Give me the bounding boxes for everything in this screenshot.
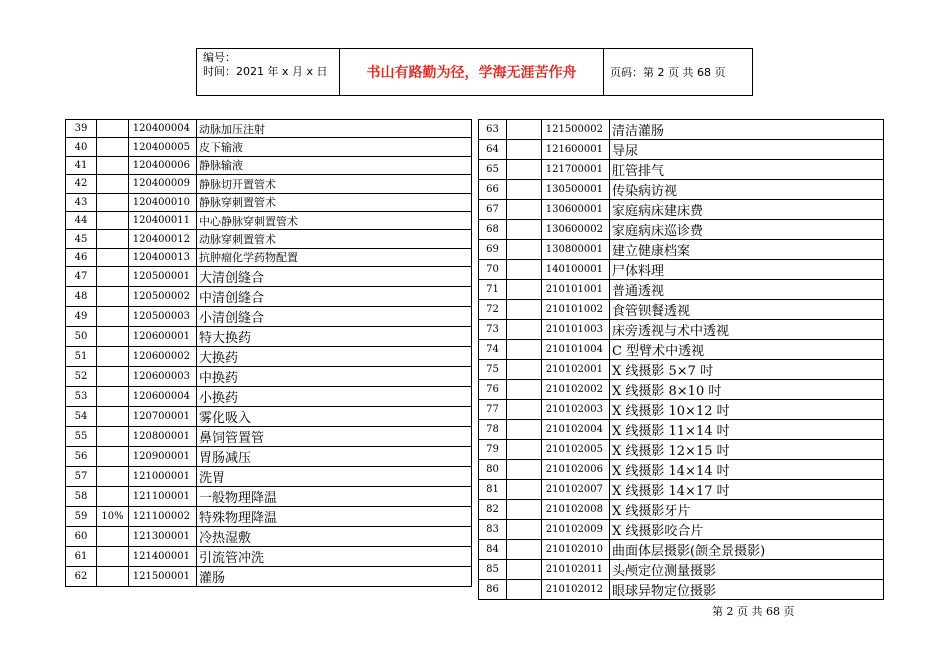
table-row	[66, 507, 472, 527]
row-item-name: 特殊物理降温	[197, 507, 472, 527]
row-percentage	[507, 200, 542, 220]
row-number: 81	[479, 480, 507, 500]
row-percentage	[97, 193, 129, 211]
row-percentage	[507, 160, 542, 180]
row-item-name: X 线摄影牙片	[610, 500, 884, 520]
row-item-code: 121100002	[129, 507, 197, 527]
row-item-code: 210102001	[542, 360, 610, 380]
row-item-name: 肛管排气	[610, 160, 884, 180]
row-item-name: 小换药	[197, 387, 472, 407]
table-row	[479, 140, 884, 160]
row-number: 54	[66, 407, 97, 427]
table-row	[479, 520, 884, 540]
row-item-name: 特大换药	[197, 327, 472, 347]
row-item-name: 小清创缝合	[197, 307, 472, 327]
row-item-code: 210102002	[542, 380, 610, 400]
row-percentage	[97, 327, 129, 347]
table-row	[479, 280, 884, 300]
row-number: 70	[479, 260, 507, 280]
row-number: 48	[66, 287, 97, 307]
row-item-code: 210102003	[542, 400, 610, 420]
table-row	[66, 287, 472, 307]
table-row	[479, 240, 884, 260]
row-item-name: 家庭病床巡诊费	[610, 220, 884, 240]
row-number: 43	[66, 193, 97, 211]
row-number: 82	[479, 500, 507, 520]
row-percentage	[507, 220, 542, 240]
row-percentage	[507, 520, 542, 540]
row-item-name: 中心静脉穿刺置管术	[197, 211, 472, 229]
row-percentage	[507, 460, 542, 480]
row-percentage	[97, 467, 129, 487]
row-item-name: 普通透视	[610, 280, 884, 300]
row-item-code: 130600002	[542, 220, 610, 240]
row-number: 74	[479, 340, 507, 360]
row-item-name: 鼻饲管置管	[197, 427, 472, 447]
row-percentage	[97, 211, 129, 229]
row-item-code: 120600001	[129, 327, 197, 347]
page-footer: 第 2 页 共 68 页	[712, 605, 795, 618]
row-percentage	[97, 230, 129, 248]
row-percentage	[97, 248, 129, 266]
fee-table-left	[65, 119, 472, 587]
row-item-code: 120500001	[129, 267, 197, 287]
row-item-code: 120400010	[129, 193, 197, 211]
row-number: 73	[479, 320, 507, 340]
table-row	[66, 487, 472, 507]
row-item-code: 120800001	[129, 427, 197, 447]
date-label: 时间：2021 年 x 月 x 日	[203, 65, 328, 78]
row-item-code: 210102006	[542, 460, 610, 480]
row-number: 84	[479, 540, 507, 560]
row-item-code: 120400006	[129, 156, 197, 174]
row-percentage	[97, 156, 129, 174]
row-item-code: 130800001	[542, 240, 610, 260]
table-row	[479, 120, 884, 140]
row-item-code: 210101002	[542, 300, 610, 320]
row-number: 51	[66, 347, 97, 367]
row-number: 77	[479, 400, 507, 420]
row-percentage	[97, 267, 129, 287]
row-number: 68	[479, 220, 507, 240]
row-item-code: 140100001	[542, 260, 610, 280]
table-row	[479, 360, 884, 380]
row-item-code: 120600002	[129, 347, 197, 367]
row-item-name: 一般物理降温	[197, 487, 472, 507]
row-item-code: 121000001	[129, 467, 197, 487]
row-item-name: X 线摄影 8×10 吋	[610, 380, 884, 400]
row-item-code: 120400009	[129, 175, 197, 193]
table-row	[479, 300, 884, 320]
row-item-code: 130600001	[542, 200, 610, 220]
row-percentage	[97, 407, 129, 427]
row-number: 41	[66, 156, 97, 174]
row-item-code: 210101003	[542, 320, 610, 340]
row-number: 50	[66, 327, 97, 347]
table-row	[66, 193, 472, 211]
table-row	[479, 500, 884, 520]
table-row	[66, 467, 472, 487]
row-item-name: 中清创缝合	[197, 287, 472, 307]
row-percentage	[507, 560, 542, 580]
row-item-code: 120700001	[129, 407, 197, 427]
row-item-code: 121500001	[129, 567, 197, 587]
row-item-name: 眼球异物定位摄影	[610, 580, 884, 600]
row-number: 65	[479, 160, 507, 180]
row-number: 78	[479, 420, 507, 440]
row-number: 71	[479, 280, 507, 300]
table-row	[66, 327, 472, 347]
row-item-name: 建立健康档案	[610, 240, 884, 260]
header-motto: 书山有路勤为径，学海无涯苦作舟	[340, 49, 604, 95]
row-number: 66	[479, 180, 507, 200]
row-percentage	[507, 580, 542, 600]
row-item-name: 雾化吸入	[197, 407, 472, 427]
row-number: 62	[66, 567, 97, 587]
row-percentage	[507, 180, 542, 200]
table-row	[479, 400, 884, 420]
row-percentage	[507, 340, 542, 360]
row-percentage	[97, 347, 129, 367]
row-item-name: 静脉输液	[197, 156, 472, 174]
row-item-code: 121400001	[129, 547, 197, 567]
row-item-name: 洗胃	[197, 467, 472, 487]
row-number: 55	[66, 427, 97, 447]
row-percentage	[507, 380, 542, 400]
row-item-name: X 线摄影 10×12 吋	[610, 400, 884, 420]
row-percentage	[507, 480, 542, 500]
row-number: 61	[66, 547, 97, 567]
table-row	[479, 540, 884, 560]
table-row	[479, 420, 884, 440]
row-item-code: 210102011	[542, 560, 610, 580]
row-item-code: 210102007	[542, 480, 610, 500]
row-number: 59	[66, 507, 97, 527]
row-percentage	[507, 440, 542, 460]
row-item-name: 抗肿瘤化学药物配置	[197, 248, 472, 266]
row-item-code: 121600001	[542, 140, 610, 160]
row-item-name: 床旁透视与术中透视	[610, 320, 884, 340]
row-number: 44	[66, 211, 97, 229]
table-row	[479, 460, 884, 480]
row-percentage	[507, 360, 542, 380]
table-row	[66, 138, 472, 156]
row-percentage	[507, 240, 542, 260]
row-item-name: X 线摄影 11×14 吋	[610, 420, 884, 440]
row-item-name: 传染病访视	[610, 180, 884, 200]
row-item-name: 家庭病床建床费	[610, 200, 884, 220]
row-item-code: 121300001	[129, 527, 197, 547]
row-item-code: 120900001	[129, 447, 197, 467]
row-number: 53	[66, 387, 97, 407]
row-number: 39	[66, 120, 97, 138]
row-item-name: 中换药	[197, 367, 472, 387]
table-row	[66, 230, 472, 248]
row-item-code: 210102010	[542, 540, 610, 560]
table-row	[479, 480, 884, 500]
row-item-code: 120400012	[129, 230, 197, 248]
row-number: 64	[479, 140, 507, 160]
table-row	[66, 567, 472, 587]
row-percentage	[507, 120, 542, 140]
row-percentage	[97, 547, 129, 567]
table-row	[479, 380, 884, 400]
table-row	[66, 447, 472, 467]
table-row	[66, 387, 472, 407]
table-row	[479, 560, 884, 580]
row-percentage	[507, 260, 542, 280]
row-percentage	[507, 540, 542, 560]
row-number: 42	[66, 175, 97, 193]
table-row	[479, 340, 884, 360]
row-item-name: 清洁灌肠	[610, 120, 884, 140]
row-number: 86	[479, 580, 507, 600]
row-number: 69	[479, 240, 507, 260]
row-percentage	[507, 300, 542, 320]
row-number: 79	[479, 440, 507, 460]
table-row	[479, 260, 884, 280]
table-row	[479, 440, 884, 460]
row-item-name: 大清创缝合	[197, 267, 472, 287]
row-percentage	[507, 500, 542, 520]
row-item-code: 130500001	[542, 180, 610, 200]
row-item-name: 胃肠减压	[197, 447, 472, 467]
row-percentage	[507, 320, 542, 340]
row-item-name: 头颅定位测量摄影	[610, 560, 884, 580]
table-row	[479, 220, 884, 240]
row-item-name: C 型臂术中透视	[610, 340, 884, 360]
row-item-name: X 线摄影咬合片	[610, 520, 884, 540]
row-item-code: 121100001	[129, 487, 197, 507]
row-item-name: 静脉穿刺置管术	[197, 193, 472, 211]
row-percentage	[97, 367, 129, 387]
table-row	[479, 160, 884, 180]
row-number: 40	[66, 138, 97, 156]
table-row	[66, 527, 472, 547]
row-item-name: 食管钡餐透视	[610, 300, 884, 320]
row-item-name: 尸体料理	[610, 260, 884, 280]
row-number: 72	[479, 300, 507, 320]
code-label: 编号：	[203, 51, 236, 64]
row-number: 75	[479, 360, 507, 380]
row-item-name: 大换药	[197, 347, 472, 367]
row-item-name: X 线摄影 5×7 吋	[610, 360, 884, 380]
table-row	[66, 367, 472, 387]
row-item-code: 210101004	[542, 340, 610, 360]
row-percentage	[97, 138, 129, 156]
row-percentage	[97, 307, 129, 327]
row-number: 47	[66, 267, 97, 287]
row-item-code: 120400011	[129, 211, 197, 229]
header-meta	[197, 49, 340, 95]
row-item-code: 120400004	[129, 120, 197, 138]
row-percentage	[97, 527, 129, 547]
row-item-code: 120500003	[129, 307, 197, 327]
table-row	[66, 267, 472, 287]
row-number: 58	[66, 487, 97, 507]
row-item-code: 210101001	[542, 280, 610, 300]
row-item-code: 210102005	[542, 440, 610, 460]
row-percentage	[97, 387, 129, 407]
row-item-name: 皮下输液	[197, 138, 472, 156]
row-number: 46	[66, 248, 97, 266]
table-row	[479, 580, 884, 600]
table-row	[479, 320, 884, 340]
row-number: 56	[66, 447, 97, 467]
row-number: 45	[66, 230, 97, 248]
row-item-name: X 线摄影 14×14 吋	[610, 460, 884, 480]
row-item-name: 静脉切开置管术	[197, 175, 472, 193]
row-number: 60	[66, 527, 97, 547]
row-percentage	[97, 487, 129, 507]
row-item-name: 曲面体层摄影(颌全景摄影)	[610, 540, 884, 560]
row-item-name: 动脉穿刺置管术	[197, 230, 472, 248]
row-item-name: X 线摄影 14×17 吋	[610, 480, 884, 500]
row-number: 85	[479, 560, 507, 580]
table-row	[66, 347, 472, 367]
row-percentage	[97, 567, 129, 587]
table-row	[66, 156, 472, 174]
row-number: 80	[479, 460, 507, 480]
row-item-code: 120600004	[129, 387, 197, 407]
row-item-name: X 线摄影 12×15 吋	[610, 440, 884, 460]
row-number: 83	[479, 520, 507, 540]
row-number: 63	[479, 120, 507, 140]
document-header	[196, 48, 753, 96]
table-row	[66, 120, 472, 138]
row-item-code: 120600003	[129, 367, 197, 387]
row-percentage	[97, 120, 129, 138]
row-percentage	[507, 400, 542, 420]
row-item-code: 120400005	[129, 138, 197, 156]
table-row	[66, 407, 472, 427]
fee-table-right	[478, 119, 884, 600]
row-item-name: 冷热湿敷	[197, 527, 472, 547]
row-number: 76	[479, 380, 507, 400]
table-row	[66, 248, 472, 266]
row-number: 57	[66, 467, 97, 487]
row-percentage	[97, 175, 129, 193]
row-item-code: 210102004	[542, 420, 610, 440]
row-item-code: 120500002	[129, 287, 197, 307]
row-percentage: 10%	[97, 507, 129, 527]
row-percentage	[97, 427, 129, 447]
table-row	[66, 175, 472, 193]
table-row	[66, 427, 472, 447]
table-row	[66, 211, 472, 229]
row-percentage	[97, 447, 129, 467]
row-number: 49	[66, 307, 97, 327]
row-item-code: 210102012	[542, 580, 610, 600]
row-item-code: 121700001	[542, 160, 610, 180]
row-item-code: 120400013	[129, 248, 197, 266]
row-item-name: 灌肠	[197, 567, 472, 587]
row-item-code: 210102008	[542, 500, 610, 520]
table-row	[66, 307, 472, 327]
row-percentage	[97, 287, 129, 307]
row-item-code: 121500002	[542, 120, 610, 140]
table-row	[66, 547, 472, 567]
row-percentage	[507, 420, 542, 440]
row-percentage	[507, 140, 542, 160]
table-row	[479, 200, 884, 220]
row-item-name: 动脉加压注射	[197, 120, 472, 138]
row-item-name: 引流管冲洗	[197, 547, 472, 567]
row-number: 52	[66, 367, 97, 387]
header-page-number: 页码：第 2 页 共 68 页	[610, 66, 726, 79]
row-number: 67	[479, 200, 507, 220]
row-item-name: 导尿	[610, 140, 884, 160]
row-item-code: 210102009	[542, 520, 610, 540]
table-row	[479, 180, 884, 200]
row-percentage	[507, 280, 542, 300]
